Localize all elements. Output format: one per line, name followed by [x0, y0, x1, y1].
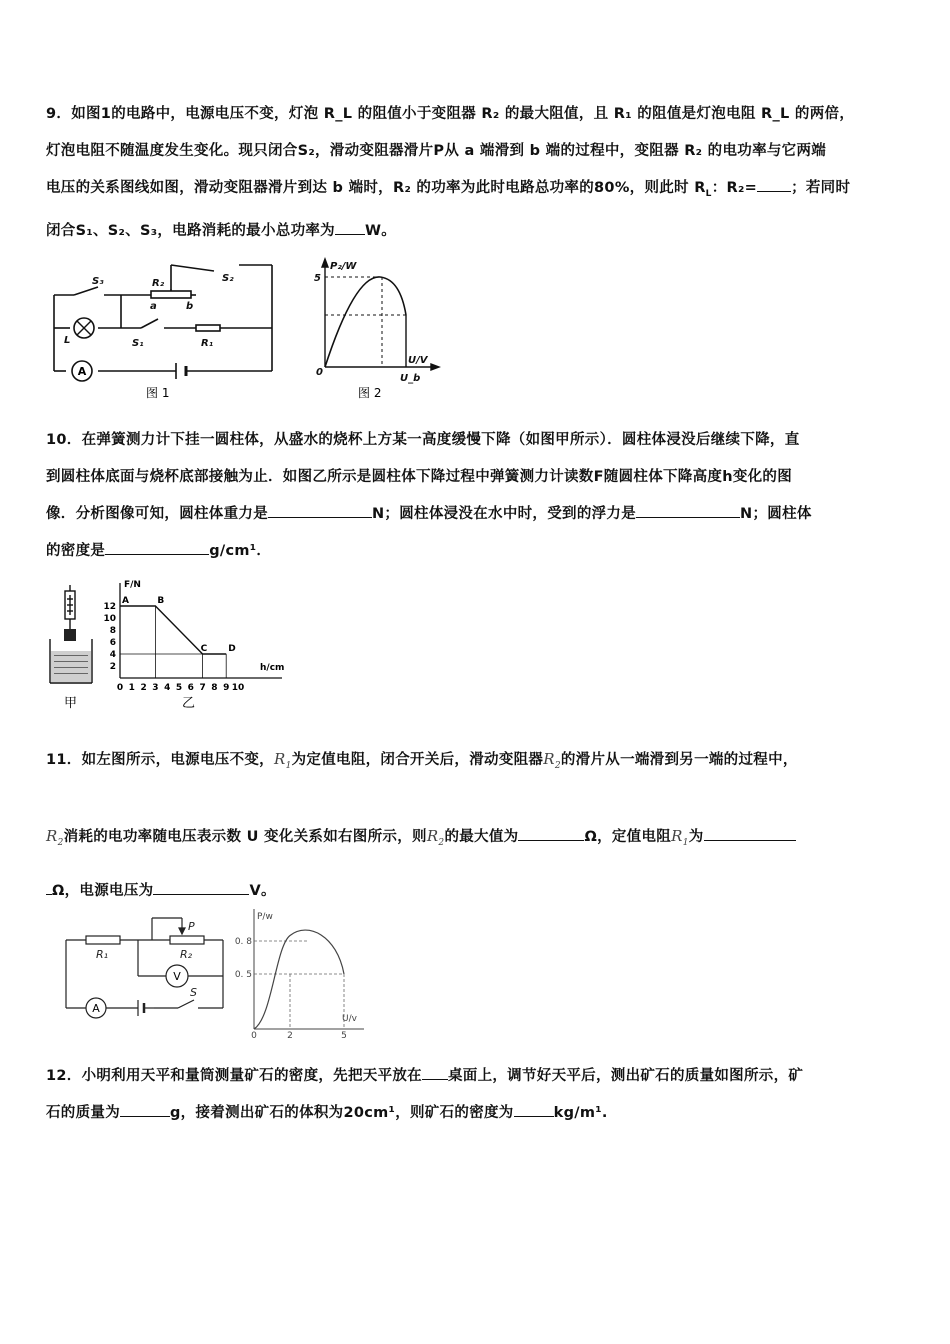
point-label: B	[157, 596, 165, 606]
q10-figure-jia	[46, 583, 102, 713]
svg-text:U_b: U_b	[400, 373, 421, 384]
svg-text:S: S	[190, 986, 197, 999]
answer-blank[interactable]	[120, 1100, 170, 1117]
q10-figure-yi-graph	[100, 575, 290, 715]
answer-blank[interactable]	[105, 538, 209, 555]
q9-line4: 闭合S₁、S₂、S₃，电路消耗的最小总功率为 W。	[46, 213, 906, 250]
x-axis-label: h/cm	[260, 663, 285, 673]
x-tick-label: 5	[341, 1031, 347, 1041]
q10-line3: 像．分析图像可知，圆柱体重力是 N；圆柱体浸没在水中时，受到的浮力是 N；圆柱体	[46, 496, 906, 533]
q9-figure2-graph	[300, 255, 450, 405]
x-tick-label: 1	[128, 683, 135, 693]
point-label: D	[228, 644, 236, 654]
answer-blank[interactable]	[757, 175, 791, 192]
svg-text:L: L	[64, 335, 71, 346]
series-line	[120, 606, 226, 654]
svg-text:S₃: S₃	[92, 276, 104, 287]
svg-text:U/V: U/V	[408, 355, 428, 366]
x-tick-label: 8	[211, 683, 218, 693]
svg-text:甲: 甲	[64, 696, 78, 711]
answer-blank[interactable]	[704, 824, 796, 841]
y-axis-label: F/N	[124, 580, 141, 590]
y-tick-label: 10	[103, 614, 116, 624]
q11-line3: Ω，电源电压为 V。	[46, 874, 906, 908]
figure-caption: 图 1	[146, 386, 170, 400]
x-tick-label: 0	[116, 683, 124, 693]
q9-line1: 9．如图1的电路中，电源电压不变，灯泡 R_L 的阻值小于变阻器 R₂ 的最大阻值，且 R₁ 的阻值是灯泡电阻 R_L 的两倍，	[46, 106, 855, 122]
voltmeter-icon	[166, 965, 188, 987]
svg-text:S₂: S₂	[222, 273, 234, 284]
x-tick-label: 0	[251, 1031, 257, 1041]
question-10	[46, 422, 906, 570]
question-11	[46, 742, 906, 908]
ammeter-icon	[86, 998, 106, 1018]
svg-text:0: 0	[316, 367, 323, 378]
lamp-icon	[74, 318, 94, 338]
x-tick-label: 5	[175, 683, 183, 693]
x-tick-label: 7	[199, 683, 206, 693]
q9-line3: 电压的关系图线如图，滑动变阻器滑片到达 b 端时，R₂ 的功率为此时电路总功率的80%，则此时 $R_L$：R₂= ；若同时	[46, 170, 906, 213]
point-label: C	[200, 644, 208, 654]
answer-blank[interactable]	[335, 218, 365, 235]
svg-text:R₁: R₁	[201, 338, 214, 349]
q11-power-graph	[234, 905, 370, 1041]
svg-text:A: A	[77, 365, 87, 378]
figure-caption: 图 2	[358, 386, 382, 400]
answer-blank[interactable]	[514, 1100, 554, 1117]
x-axis-label: U/v	[342, 1014, 357, 1024]
power-curve	[254, 930, 344, 1029]
answer-blank[interactable]	[268, 501, 372, 518]
x-tick-label: 6	[187, 683, 194, 693]
x-tick-label: 4	[164, 683, 171, 693]
y-tick-label: 12	[103, 602, 116, 612]
svg-text:b: b	[186, 301, 194, 312]
answer-blank[interactable]	[153, 878, 249, 895]
answer-blank[interactable]	[636, 501, 740, 518]
question-9	[46, 96, 906, 250]
svg-text:a: a	[150, 301, 157, 312]
x-tick-label: 2	[287, 1031, 293, 1041]
svg-text:P₂/W: P₂/W	[330, 261, 357, 272]
q9-figure1-circuit	[46, 255, 286, 405]
y-axis-label: P/w	[257, 912, 273, 922]
q11-line1: 11．如左图所示，电源电压不变，$R_1$为定值电阻，闭合开关后，滑动变阻器$R_2$的滑片从一端滑到另一端的过程中，	[46, 750, 798, 771]
x-tick-label: 10	[231, 683, 245, 693]
svg-text:R₂: R₂	[180, 948, 193, 961]
y-tick-label: 2	[109, 662, 116, 672]
svg-text:V: V	[173, 970, 181, 983]
q10-line1: 10．在弹簧测力计下挂一圆柱体，从盛水的烧杯上方某一高度缓慢下降（如图甲所示）．圆柱体浸没后继续下降，直	[46, 432, 800, 448]
svg-text:P: P	[188, 920, 195, 933]
svg-text:5: 5	[314, 273, 321, 284]
q10-line2: 到圆柱体底面与烧杯底部接触为止．如图乙所示是圆柱体下降过程中弹簧测力计读数F随圆柱体下降高度h变化的图	[46, 469, 793, 485]
q11-circuit	[58, 910, 238, 1028]
q9-line2: 灯泡电阻不随温度发生变化。现只闭合S₂，滑动变阻器滑片P从 a 端滑到 b 端的过程中，变阻器 R₂ 的电功率与它两端	[46, 143, 827, 159]
answer-blank[interactable]	[422, 1063, 448, 1080]
x-tick-label: 3	[152, 683, 159, 693]
y-tick-label: 8	[109, 626, 116, 636]
q12-line1: 12．小明利用天平和量筒测量矿石的密度，先把天平放在 桌面上，调节好天平后，测出矿石的质量如图所示，矿	[46, 1058, 906, 1095]
point-label: A	[122, 596, 129, 606]
svg-text:A: A	[92, 1002, 100, 1015]
question-12	[46, 1058, 906, 1132]
y-tick-label: 4	[109, 650, 116, 660]
y-tick-label: 0. 8	[234, 937, 252, 947]
y-tick-label: 0. 5	[234, 970, 252, 980]
q12-line2: 石的质量为 g，接着测出矿石的体积为20cm¹，则矿石的密度为 kg/m¹.	[46, 1095, 906, 1132]
q10-line4: 的密度是 g/cm¹．	[46, 533, 906, 570]
svg-text:R₂: R₂	[152, 278, 165, 289]
x-tick-label: 2	[140, 683, 147, 693]
y-tick-label: 6	[109, 638, 116, 648]
answer-blank[interactable]	[518, 824, 584, 841]
svg-text:S₁: S₁	[132, 338, 144, 349]
svg-text:乙: 乙	[182, 696, 196, 711]
q11-line2: $R_2$消耗的电功率随电压表示数 U 变化关系如右图所示，则$R_2$的最大值为 Ω，定值电阻$R_1$为	[46, 819, 906, 860]
x-tick-label: 9	[223, 683, 230, 693]
svg-text:R₁: R₁	[96, 948, 109, 961]
ammeter-icon	[72, 361, 92, 381]
power-curve	[325, 277, 406, 367]
